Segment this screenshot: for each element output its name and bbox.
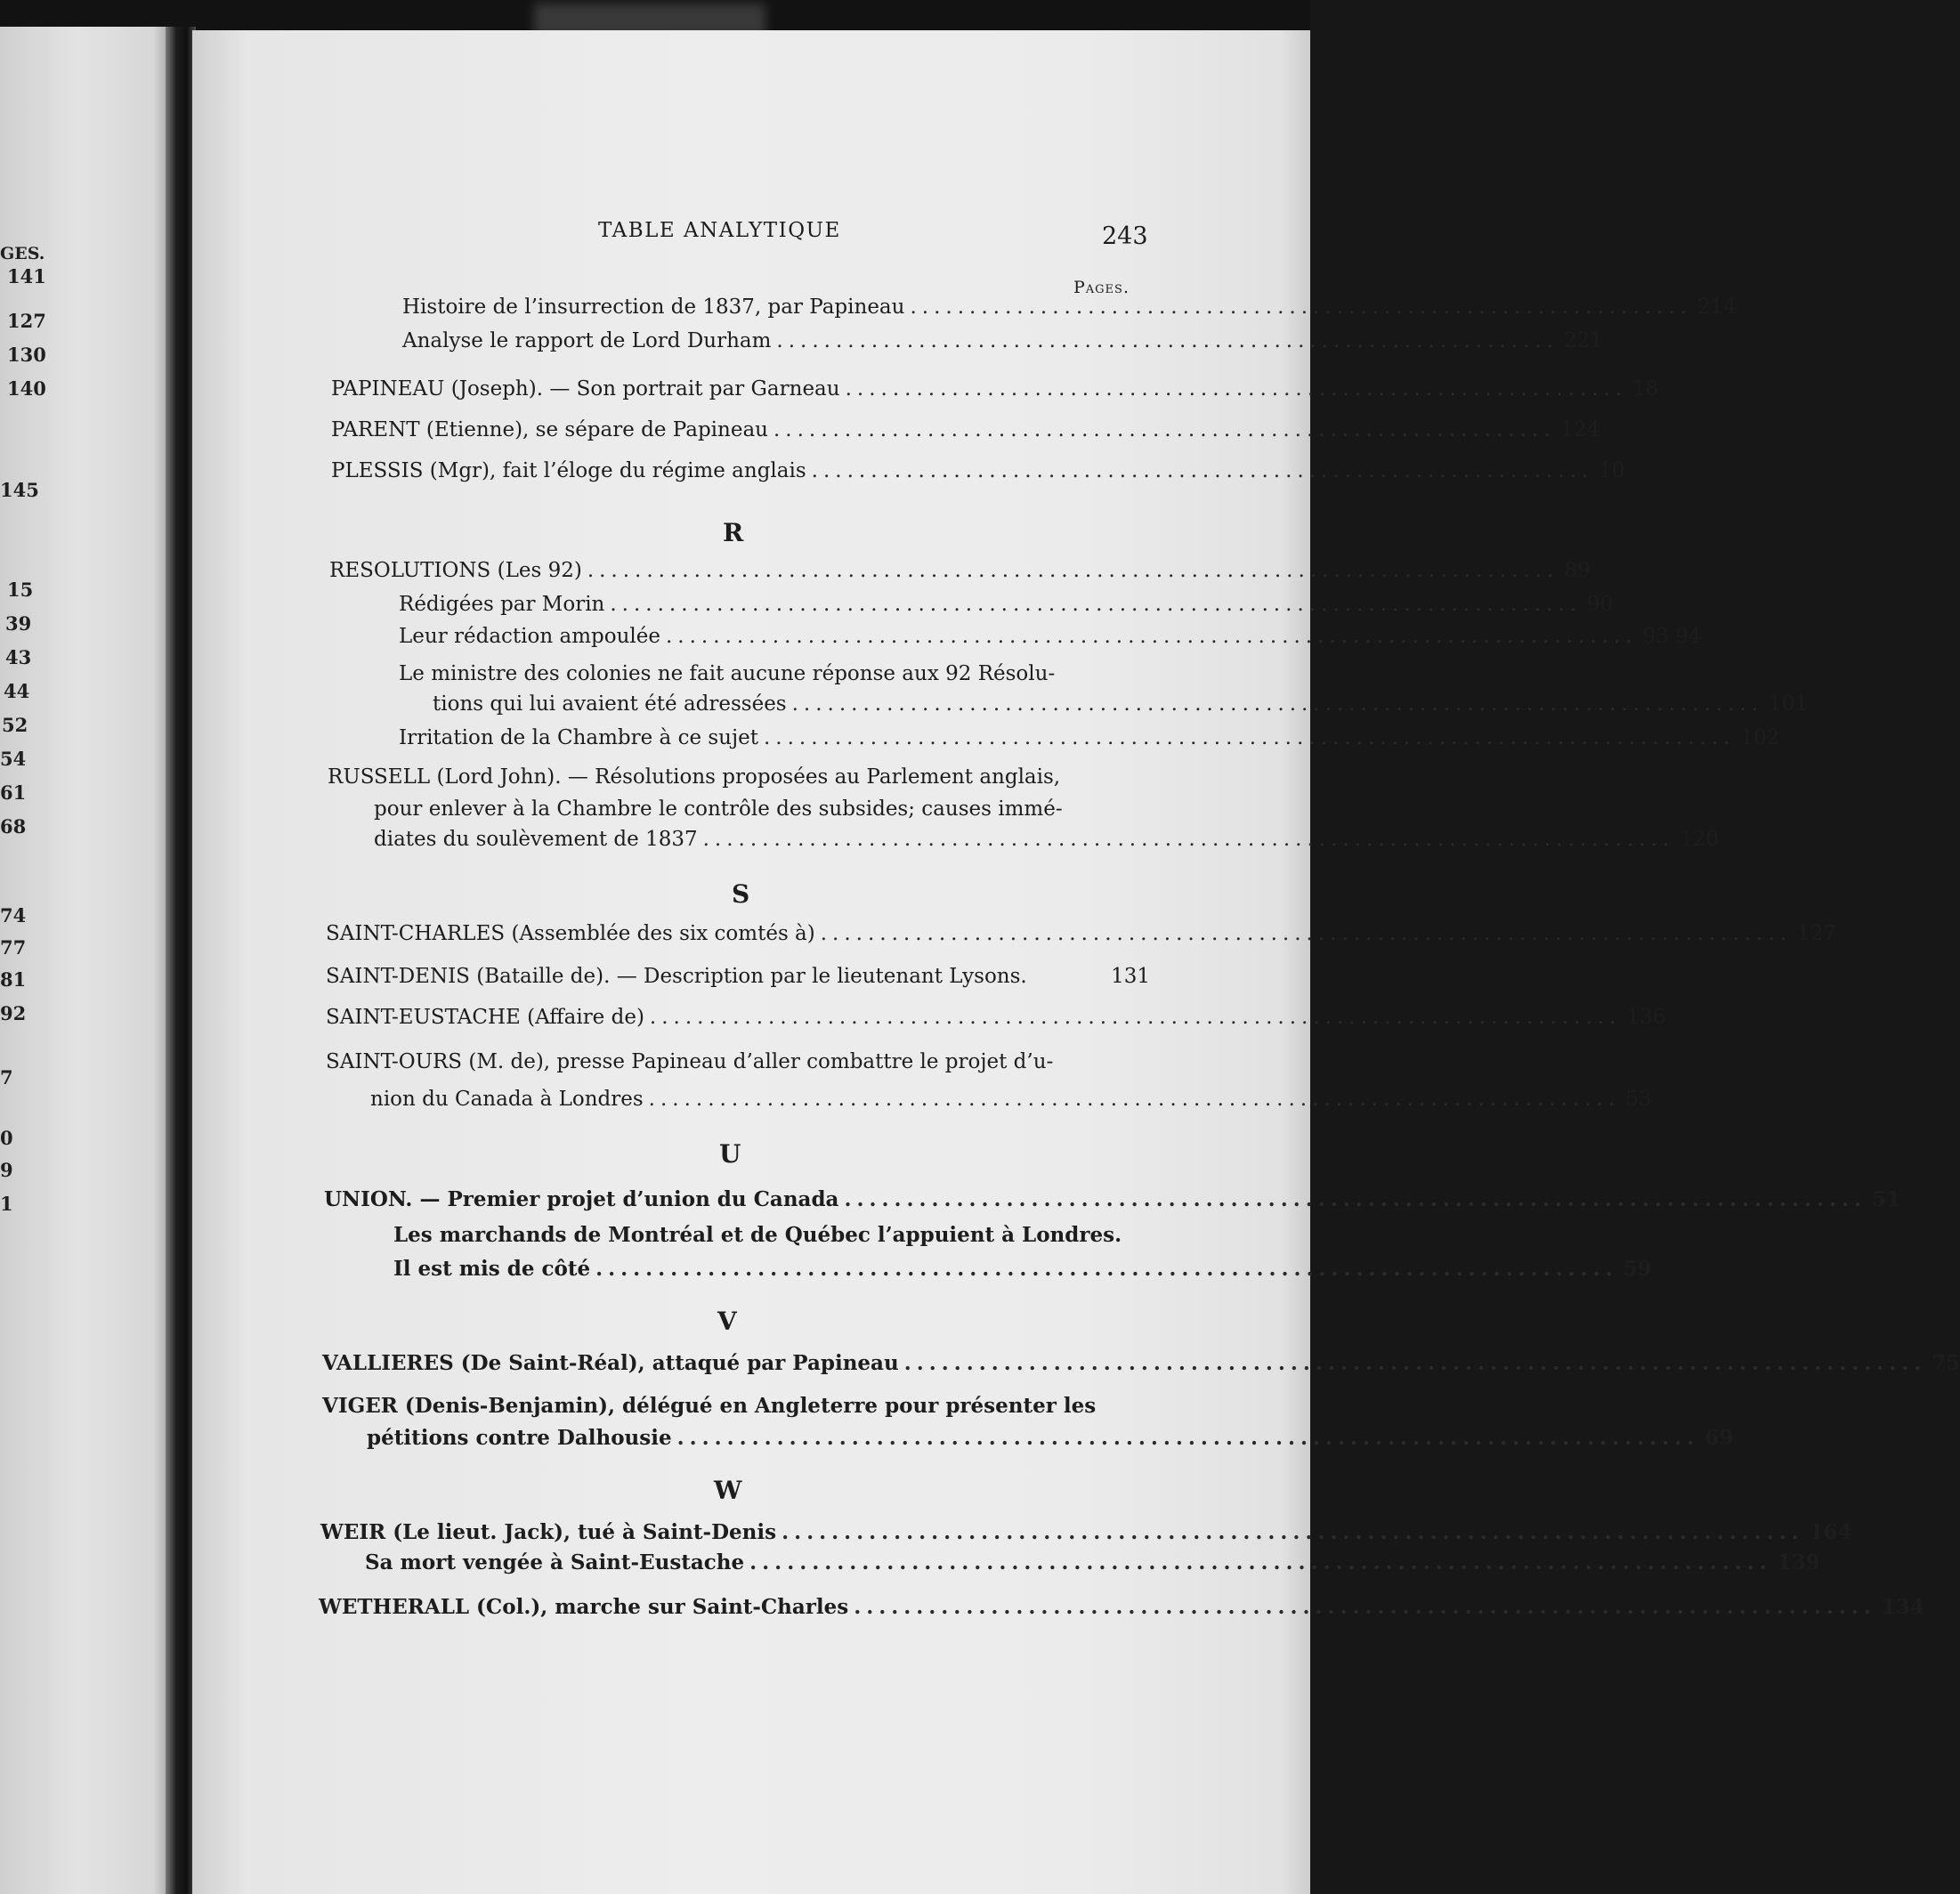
entry-text: diates du soulèvement de 1837 [374,828,698,851]
index-entry [326,1006,1666,1034]
entry-text: SAINT-CHARLES (Assemblée des six comtés à) [326,922,815,945]
entry-text: Analyse le rapport de Lord Durham [402,329,772,352]
entry-page: 134 [1881,1595,1924,1619]
entry-page: 221 [1563,329,1603,352]
index-entry [331,459,1625,488]
section-letter-v: V [717,1307,737,1336]
entry-text: pétitions contre Dalhousie [367,1426,672,1450]
left-header-fragment: GES. [0,244,45,263]
left-number: 130 [7,344,46,366]
page-number: 243 [1102,223,1148,250]
entry-text: VALLIERES (De Saint-Réal), attaqué par Papineau [322,1351,899,1375]
left-number: 77 [0,936,27,959]
dot-leader: .................................................................. [773,418,1556,441]
index-entry [319,1595,1924,1623]
left-number: 140 [7,377,46,400]
entry-page: 18 [1632,377,1659,401]
pages-column-label: Pages. [1073,278,1130,297]
entry-text: RUSSELL (Lord John). — Résolutions proposées au Parlement anglais, [328,765,1061,789]
entry-text: PAPINEAU (Joseph). — Son portrait par Garneau [331,377,840,401]
entry-page: 89 [1564,559,1591,582]
left-number: 1 [0,1193,13,1215]
dot-leader: .................................................................................. [782,1520,1804,1544]
entry-text: RESOLUTIONS (Les 92) [329,559,582,582]
dot-leader: .................................................................................. [844,1187,1867,1211]
entry-page: 131 [1111,965,1150,988]
left-number: 81 [0,968,27,991]
index-entry [331,418,1600,447]
index-entry [365,1550,1820,1579]
entry-text: VIGER (Denis-Benjamin), délégué en Angleterre pour présenter les [322,1394,1097,1418]
entry-text: nion du Canada à Londres [370,1088,644,1111]
index-entry [374,828,1720,856]
left-number: 74 [0,904,27,927]
dot-leader: .................................................................................. [610,593,1582,616]
dot-leader: .................................................................. [811,459,1594,482]
index-entry [393,1257,1652,1285]
left-number: 127 [7,310,46,332]
entry-page: 124 [1560,418,1600,441]
section-letter-w: W [714,1476,742,1505]
section-letter-r: R [723,518,744,547]
entry-text: WETHERALL (Col.), marche sur Saint-Charles [319,1595,849,1619]
entry-page: 51 [1872,1187,1901,1211]
dot-leader: .................................................................. [910,295,1692,319]
entry-page: 139 [1777,1550,1820,1574]
entry-page: 69 [1705,1426,1734,1450]
running-head: TABLE ANALYTIQUE [598,219,841,242]
entry-text: tions qui lui avaient été adressées [433,692,787,716]
dot-leader: .................................................................. [845,377,1628,401]
section-letter-u: U [719,1139,741,1169]
dot-leader: .................................................................................. [702,828,1675,851]
entry-page: 10 [1599,459,1625,482]
entry-page: 59 [1623,1257,1652,1281]
entry-page: 53 [1625,1088,1652,1111]
entry-text: Leur rédaction ampoulée [399,625,660,648]
index-entry [324,1187,1901,1216]
entry-text: Le ministre des colonies ne fait aucune réponse aux 92 Résolu- [399,662,1056,685]
left-number: 7 [0,1066,13,1089]
left-number: 61 [0,781,27,804]
left-number: 43 [5,646,32,668]
dot-leader: .................................................................................. [676,1426,1700,1450]
entry-text: SAINT-OURS (M. de), presse Papineau d’aller combattre le projet d’u- [326,1050,1054,1073]
entry-page: 102 [1740,726,1780,749]
dot-leader: .................................................................................. [587,559,1559,582]
left-page [0,27,174,1894]
left-number: 44 [4,680,30,702]
index-entry [320,1520,1852,1549]
entry-text: Rédigées par Morin [399,593,605,616]
entry-page: 120 [1680,828,1720,851]
dot-leader: .................................................................................. [665,625,1638,648]
index-entry [326,922,1837,951]
dot-leader: .................................................................................. [791,692,1764,716]
index-entry [399,625,1702,653]
dot-leader: .................................................................................. [854,1595,1876,1619]
left-number: 15 [7,579,34,601]
left-number: 0 [0,1127,13,1149]
entry-page: 214 [1697,295,1737,319]
index-entry [367,1426,1734,1454]
left-number: 68 [0,815,27,838]
left-number: 9 [0,1159,13,1181]
entry-text: pour enlever à la Chambre le contrôle des subsides; causes immé- [374,797,1063,821]
dot-leader: .................................................................. [776,329,1559,352]
index-entry [370,1088,1652,1116]
entry-page: 93 94 [1642,625,1702,648]
index-entry [399,593,1614,621]
entry-page: 164 [1809,1520,1852,1544]
left-number: 141 [7,265,46,287]
dot-leader: .................................................................................. [903,1351,1927,1375]
entry-text: Il est mis de côté [393,1257,591,1281]
index-entry [322,1351,1960,1380]
entry-page: 127 [1797,922,1837,945]
entry-text: WEIR (Le lieut. Jack), tué à Saint-Denis [320,1520,777,1544]
dot-leader: .................................................................................. [820,922,1793,945]
book-spine [166,27,196,1894]
index-entry [433,692,1809,721]
left-number: 52 [2,714,28,736]
left-number: 92 [0,1002,27,1024]
dot-leader: .................................................................................. [595,1257,1618,1281]
entry-text: Les marchands de Montréal et de Québec l’appuient à Londres. [393,1223,1122,1247]
left-number: 54 [0,748,27,770]
entry-page: 101 [1769,692,1809,716]
index-entry [326,965,1150,993]
section-letter-s: S [732,879,750,909]
entry-text: Sa mort vengée à Saint-Eustache [365,1550,745,1574]
left-number: 145 [0,479,39,501]
entry-page: 75 [1932,1351,1960,1375]
index-entry [331,377,1659,406]
index-entry [402,295,1737,324]
left-number: 39 [5,612,32,635]
entry-page: 90 [1586,593,1614,616]
entry-text: PLESSIS (Mgr), fait l’éloge du régime anglais [331,459,806,482]
dot-leader: .................................................................................. [749,1550,1772,1574]
entry-page: 136 [1626,1006,1666,1029]
index-entry [399,726,1780,755]
entry-text: Irritation de la Chambre à ce sujet [399,726,758,749]
dot-leader: .................................................................................. [649,1006,1622,1029]
index-entry [402,329,1603,358]
entry-text: PARENT (Etienne), se sépare de Papineau [331,418,768,441]
entry-text: Histoire de l’insurrection de 1837, par Papineau [402,295,905,319]
entry-text: SAINT-DENIS (Bataille de). — Description par le lieutenant Lysons. [326,965,1027,988]
dot-leader: .................................................................................. [648,1088,1621,1111]
dot-leader: .................................................................................. [763,726,1736,749]
entry-text: UNION. — Premier projet d’union du Canada [324,1187,839,1211]
index-entry [329,559,1591,587]
entry-text: SAINT-EUSTACHE (Affaire de) [326,1006,644,1029]
